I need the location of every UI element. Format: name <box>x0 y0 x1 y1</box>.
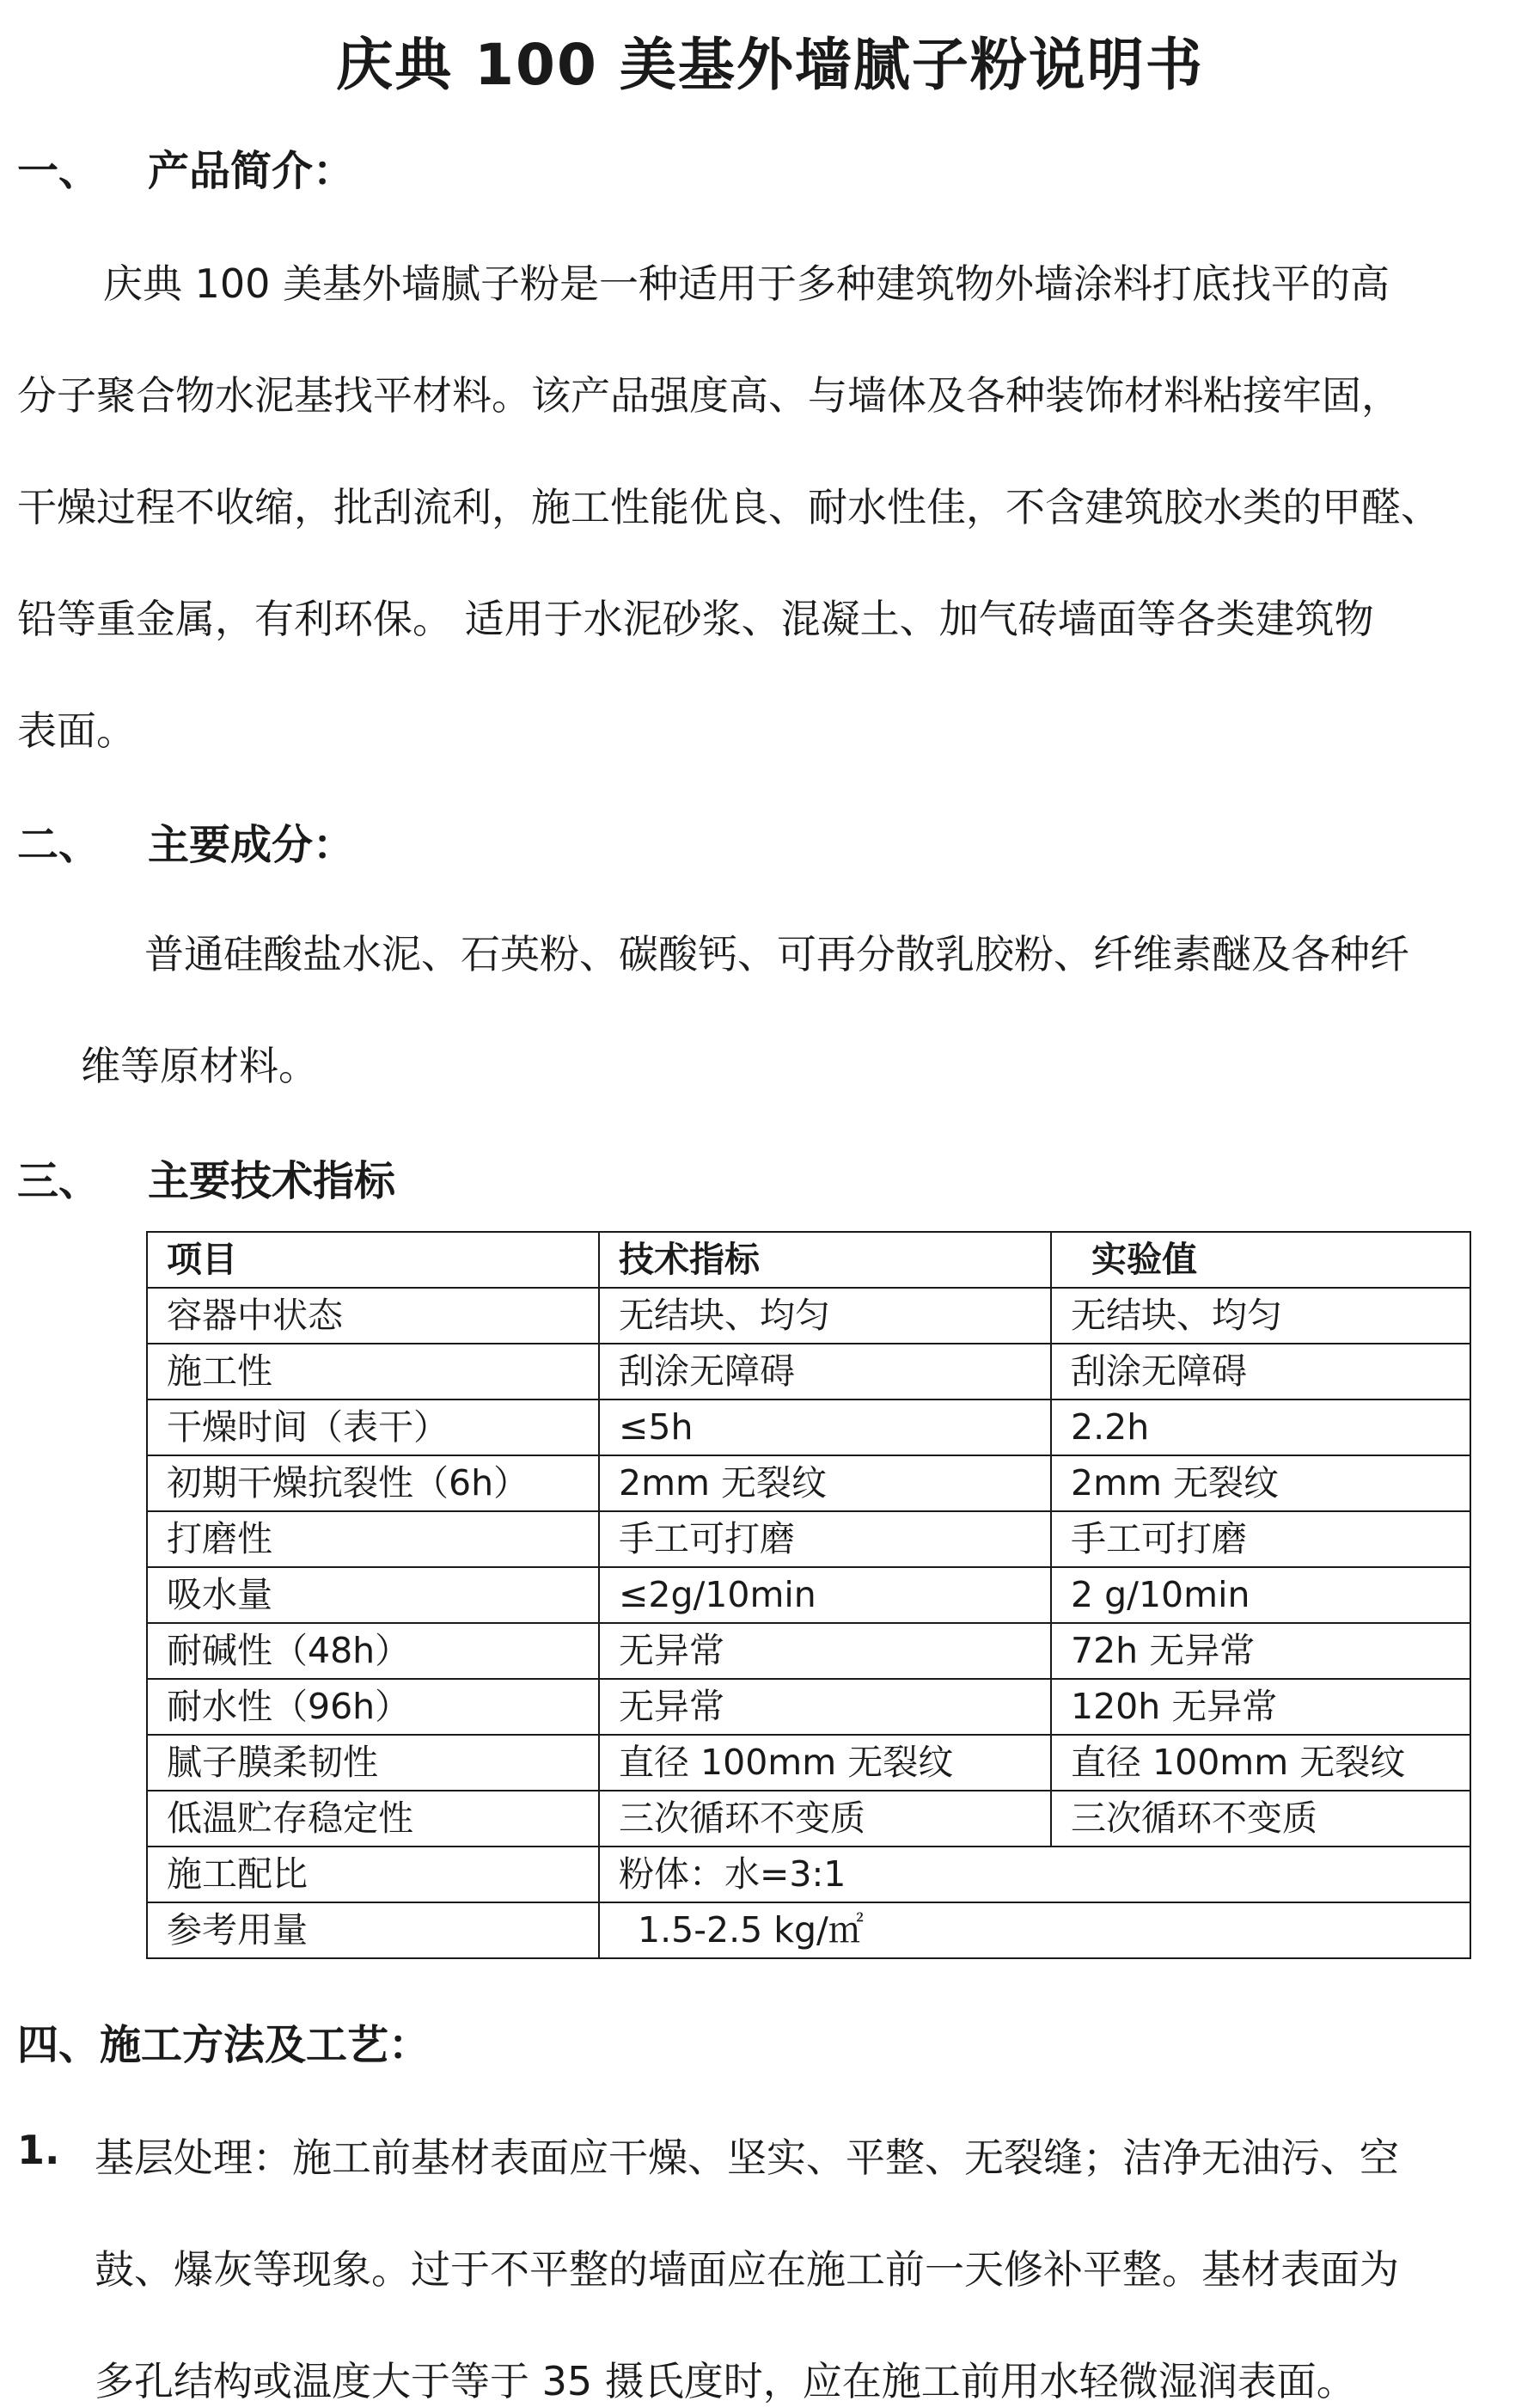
table-header-item: 项目 <box>147 1232 599 1288</box>
section-1-line: 分子聚合物水泥基找平材料。该产品强度高、与墙体及各种装饰材料粘接牢固， <box>17 372 1401 419</box>
table-header-row <box>147 1232 1470 1288</box>
section-2-line: 维等原材料。 <box>81 1043 318 1089</box>
table-cell-item: 腻子膜柔韧性 <box>147 1735 599 1791</box>
table-cell-item: 施工配比 <box>147 1847 599 1902</box>
section-1-line: 铅等重金属，有利环保。 适用于水泥砂浆、混凝土、加气砖墙面等各类建筑物 <box>17 596 1374 642</box>
table-cell-result: 直径 100mm 无裂纹 <box>1051 1735 1470 1791</box>
table-row <box>147 1288 1470 1344</box>
section-3-title: 主要技术指标 <box>148 1157 396 1205</box>
section-1-line: 干燥过程不收缩，批刮流利，施工性能优良、耐水性佳，不含建筑胶水类的甲醛、 <box>17 484 1440 530</box>
table-cell-item: 打磨性 <box>147 1511 599 1567</box>
table-cell-spec: 无异常 <box>599 1623 1051 1679</box>
table-cell-result: 刮涂无障碍 <box>1051 1344 1470 1399</box>
table-cell-mix-ratio: 粉体：水=3:1 <box>599 1847 1470 1902</box>
table-cell-item: 容器中状态 <box>147 1288 599 1344</box>
table-cell-result: 72h 无异常 <box>1051 1623 1470 1679</box>
table-cell-spec: 手工可打磨 <box>599 1511 1051 1567</box>
table-cell-item: 耐碱性（48h） <box>147 1623 599 1679</box>
table-cell-result: 手工可打磨 <box>1051 1511 1470 1567</box>
table-row <box>147 1344 1470 1399</box>
table-cell-result: 2 g/10min <box>1051 1567 1470 1623</box>
table-row <box>147 1567 1470 1623</box>
section-2-title: 主要成分： <box>148 821 355 869</box>
table-cell-spec: ≤5h <box>599 1399 1051 1455</box>
table-cell-spec: 无异常 <box>599 1679 1051 1735</box>
table-cell-spec: ≤2g/10min <box>599 1567 1051 1623</box>
section-1-number: 一、 <box>17 147 101 195</box>
table-cell-item: 耐水性（96h） <box>147 1679 599 1735</box>
section-3-number: 三、 <box>17 1157 101 1205</box>
table-cell-result: 无结块、均匀 <box>1051 1288 1470 1344</box>
section-4-title: 四、施工方法及工艺： <box>17 2021 431 2069</box>
section-1-line: 表面。 <box>17 707 136 754</box>
table-row <box>147 1623 1470 1679</box>
section-2-line: 普通硅酸盐水泥、石英粉、碳酸钙、可再分散乳胶粉、纤维素醚及各种纤 <box>144 931 1409 977</box>
table-row <box>147 1902 1470 1958</box>
table-cell-item: 吸水量 <box>147 1567 599 1623</box>
table-cell-result: 2.2h <box>1051 1399 1470 1455</box>
table-cell-spec: 2mm 无裂纹 <box>599 1455 1051 1511</box>
table-row <box>147 1679 1470 1735</box>
table-cell-usage: 1.5-2.5 kg/㎡ <box>599 1902 1470 1958</box>
spec-table <box>146 1231 1471 1959</box>
table-row <box>147 1735 1470 1791</box>
table-cell-item: 干燥时间（表干） <box>147 1399 599 1455</box>
table-cell-spec: 刮涂无障碍 <box>599 1344 1051 1399</box>
table-header-spec: 技术指标 <box>599 1232 1051 1288</box>
table-cell-spec: 无结块、均匀 <box>599 1288 1051 1344</box>
step-1-line: 基层处理：施工前基材表面应干燥、坚实、平整、无裂缝；洁净无油污、空 <box>95 2134 1399 2181</box>
table-cell-result: 2mm 无裂纹 <box>1051 1455 1470 1511</box>
page-title: 庆典 100 美基外墙腻子粉说明书 <box>336 32 1204 98</box>
table-cell-item: 低温贮存稳定性 <box>147 1791 599 1847</box>
section-1-title: 产品简介： <box>148 147 355 195</box>
step-1-line: 多孔结构或温度大于等于 35 摄氏度时，应在施工前用水轻微湿润表面。 <box>95 2358 1356 2404</box>
section-2-number: 二、 <box>17 821 101 869</box>
table-cell-result: 120h 无异常 <box>1051 1679 1470 1735</box>
table-cell-item: 参考用量 <box>147 1902 599 1958</box>
step-1-number: 1. <box>17 2127 60 2173</box>
step-1-line: 鼓、爆灰等现象。过于不平整的墙面应在施工前一天修补平整。基材表面为 <box>95 2246 1399 2293</box>
table-header-result: 实验值 <box>1051 1232 1470 1288</box>
table-row <box>147 1791 1470 1847</box>
table-row <box>147 1847 1470 1902</box>
table-row <box>147 1455 1470 1511</box>
table-cell-spec: 直径 100mm 无裂纹 <box>599 1735 1051 1791</box>
table-cell-result: 三次循环不变质 <box>1051 1791 1470 1847</box>
table-row <box>147 1511 1470 1567</box>
section-1-line: 庆典 100 美基外墙腻子粉是一种适用于多种建筑物外墙涂料打底找平的高 <box>103 260 1390 307</box>
table-cell-item: 施工性 <box>147 1344 599 1399</box>
table-row <box>147 1399 1470 1455</box>
table-cell-spec: 三次循环不变质 <box>599 1791 1051 1847</box>
table-cell-item: 初期干燥抗裂性（6h） <box>147 1455 599 1511</box>
